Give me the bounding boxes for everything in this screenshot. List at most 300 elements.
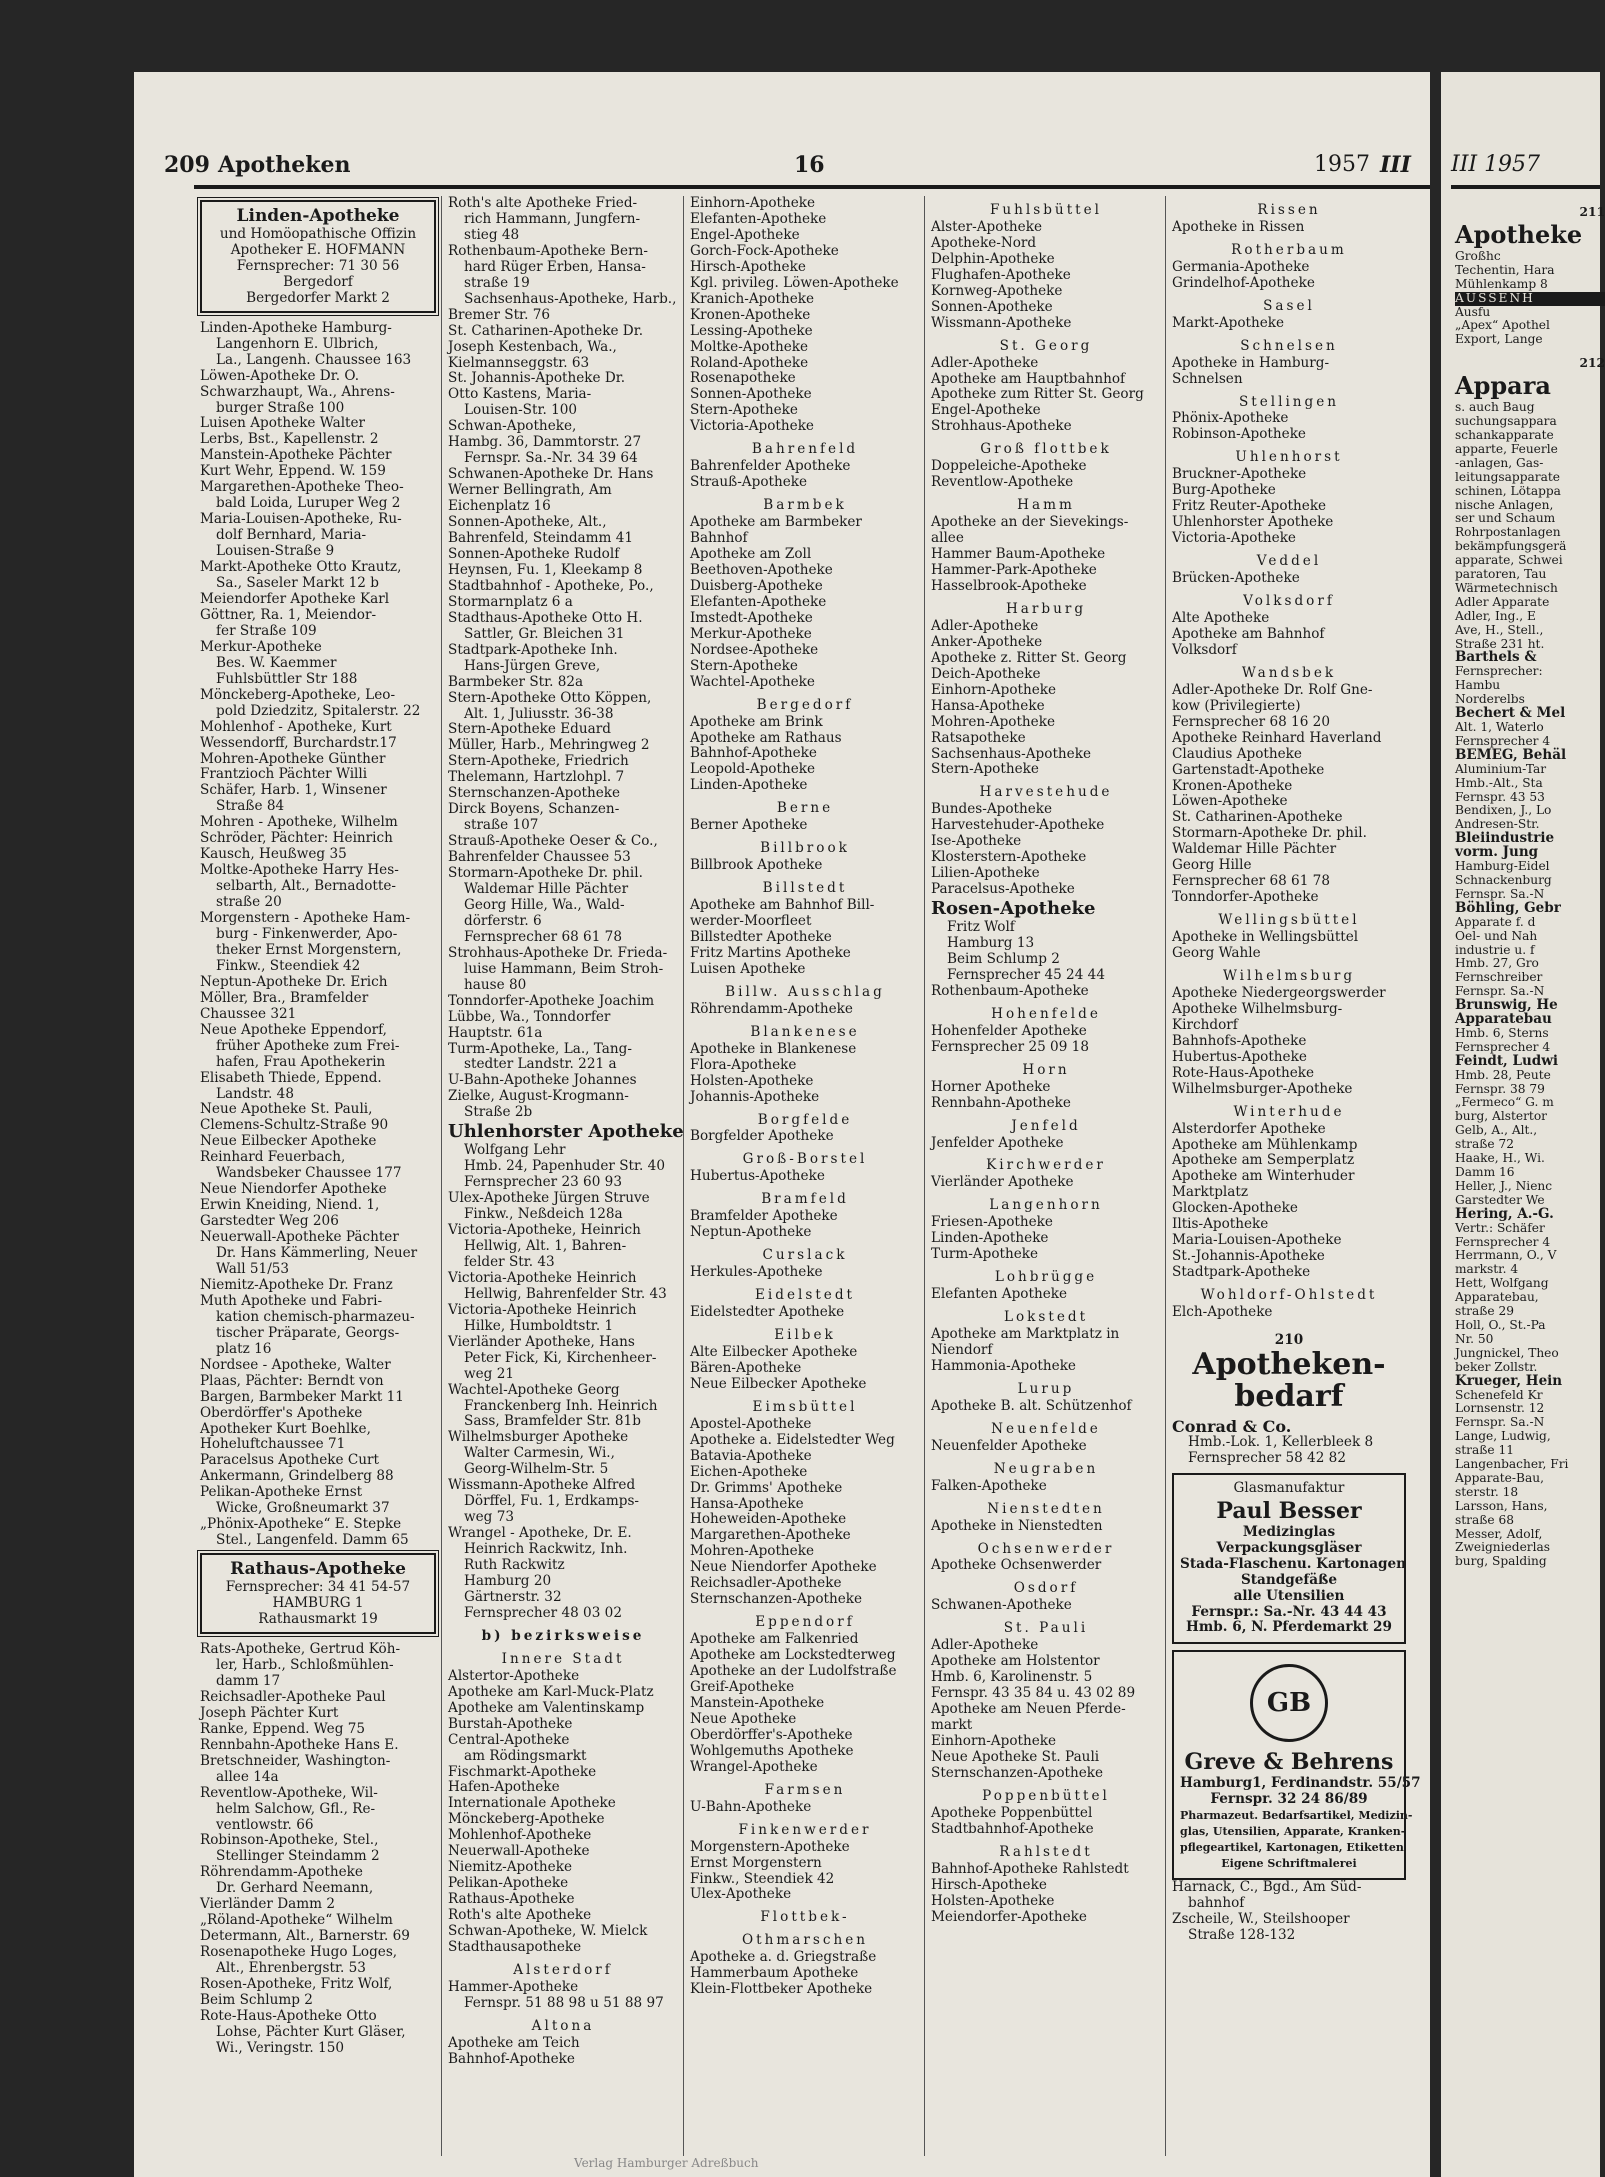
category-ad [1172,1327,1406,1419]
listing-line: Wachtel-Apotheke [690,673,815,690]
listing-line: Strauß-Apotheke [690,474,808,491]
listing-line: Phönix-Apotheke [1172,410,1289,427]
listing-line: kow (Privilegierte) [1172,697,1301,714]
listing-line: Kausch, Heußweg 35 [200,846,347,863]
listing-line: Alsterdorfer Apotheke [1172,1120,1326,1137]
listing-line: Strohhaus-Apotheke Dr. Frieda- [448,944,668,961]
listing-line: Hoheluftchaussee 71 [200,1436,346,1453]
listing-line: Alte Eilbecker Apotheke [690,1343,858,1360]
listing-line: Hamburg 20 [464,1573,552,1590]
listing-line: Schwan-Apotheke, W. Mielck [448,1923,648,1940]
clipped-line: Apparatebau [1455,1011,1552,1028]
district-heading: Wohldorf-Ohlstedt [1200,1287,1378,1304]
listing-line: Neptun-Apotheke Dr. Erich [200,973,388,990]
listing-line: Reinhard Feuerbach, [200,1149,346,1166]
listing-line: Apotheker Kurt Boehlke, [200,1420,371,1437]
clipped-line: Hamburg-Eidel [1455,859,1550,874]
listing-line: Elefanten Apotheke [931,1286,1068,1303]
listing-line: Landstr. 48 [216,1085,294,1102]
listing-line: Joseph Pächter Kurt [200,1704,339,1721]
listing-line: Sonnen-Apotheke Rudolf [448,545,620,562]
listing-line: La., Langenh. Chaussee 163 [216,351,412,368]
district-heading: Eimsbüttel [752,1398,858,1415]
listing-line: Sachsenhaus-Apotheke [931,745,1091,762]
listing-line: Bes. W. Kaemmer [216,654,337,671]
listing-line: Robinson-Apotheke [1172,426,1306,443]
clipped-line: schankapparate [1455,427,1554,442]
listing-line: Herkules-Apotheke [690,1264,823,1281]
listing-line: Wilhelmsburger-Apotheke [1172,1080,1353,1097]
clipped-line: leitungsapparate [1455,469,1560,484]
listing-line: Apotheke Niedergeorgswerder [1172,984,1386,1001]
listing-line: Hammonia-Apotheke [931,1357,1076,1374]
district-heading: Harvestehude [979,784,1113,801]
clipped-line: straße 11 [1455,1443,1514,1458]
listing-line: Neue Apotheke St. Pauli, [200,1101,373,1118]
listing-line: Burg-Apotheke [1172,482,1276,499]
listing-line: Peter Fick, Ki, Kirchenheer- [464,1349,657,1366]
listing-line: Stel., Langenfeld. Damm 65 [216,1532,409,1549]
ad-line: Stada-Flaschenu. Kartonagen [1180,1555,1407,1572]
ad-line: Verpackungsgläser [1216,1539,1362,1556]
listing-line: Harnack, C., Bgd., Am Süd- [1172,1879,1362,1896]
ad-line: pflegeartikel, Kartonagen, Etiketten [1180,1841,1404,1855]
listing-line: burg - Finkenwerder, Apo- [216,925,398,942]
clipped-line: Fernspr. Sa.-N [1455,1415,1545,1430]
listing-line: Apotheke an der Sievekings- [931,514,1129,531]
listing-line: Neue Apotheke Eppendorf, [200,1021,388,1038]
listing-line: Löwen-Apotheke [1172,793,1288,810]
listing-line: Schwanen-Apotheke [931,1597,1072,1614]
listing-line: Straße 128-132 [1188,1927,1296,1944]
listing-line: Ruth Rackwitz [464,1557,565,1574]
listing-line: Neptun-Apotheke [690,1224,812,1241]
listing-line: Hirsch-Apotheke [931,1876,1047,1893]
clipped-line: Bechert & Mel [1455,705,1566,722]
listing-line: Hasselbrook-Apotheke [931,577,1087,594]
listing-line: Moltke-Apotheke Harry Hes- [200,862,399,879]
listing-line: Roland-Apotheke [690,354,809,371]
listing-line: Fernsprecher 45 24 44 [947,966,1105,983]
listing-line: Flora-Apotheke [690,1056,797,1073]
listing-line: Manstein-Apotheke [690,1694,825,1711]
listing-line: Marktplatz [1172,1184,1249,1201]
boxed-listing-line: und Homöopathische Offizin [219,226,417,242]
listing-line: Volksdorf [1172,641,1237,658]
clipped-line: Andresen-Str. [1455,817,1540,832]
clipped-line: Brunswig, He [1455,997,1558,1014]
listing-line: Neue Niendorfer Apotheke [690,1559,877,1576]
listing-line: Werner Bellingrath, Am [448,482,612,499]
listing-line: Kirchdorf [1172,1016,1238,1033]
listing-line: Linden-Apotheke Hamburg- [200,319,392,336]
listing-line: Kielmannseggstr. 63 [448,354,590,371]
listing-line: Fuhlsbüttler Str 188 [216,670,358,687]
listing-line: Oberdörffer's Apotheke [200,1404,363,1421]
featured-listing-title: Uhlenhorster Apotheke [448,1121,684,1143]
listing-line: Einhorn-Apotheke [931,681,1057,698]
listing-line: Borgfelder Apotheke [690,1128,834,1145]
listing-line: Straße 84 [216,798,285,815]
listing-line: Hmb. 6, Karolinenstr. 5 [931,1669,1093,1686]
boxed-listing-line: Bergedorfer Markt 2 [246,289,390,306]
boxed-listing-line: HAMBURG 1 [272,1595,364,1612]
listing-line: Apotheke am Holstentor [931,1653,1100,1670]
clipped-line: Apparate-Bau, [1455,1470,1544,1485]
listing-line: dolf Bernhard, Maria- [216,527,367,544]
listing-line: Finkw., Steendiek 42 [216,957,361,974]
listing-line: Stern-Apotheke [931,761,1039,778]
listing-line: Kgl. privileg. Löwen-Apotheke [690,274,899,291]
listing-line: Kranich-Apotheke [690,290,815,307]
district-heading: Wandsbek [1241,664,1337,681]
listing-line: Erwin Kneiding, Niend. 1, [200,1197,380,1214]
column-divider [441,196,442,2156]
clipped-line: Zweigniederlas [1455,1540,1551,1555]
clipped-line: Fernschreiber [1455,970,1543,985]
listing-line: Georg Hille [1172,857,1252,874]
district-heading: Winterhude [1233,1103,1345,1120]
listing-line: Rote-Haus-Apotheke Otto [200,2007,377,2024]
boxed-listing [200,1553,436,1634]
listing-line: Grindelhof-Apotheke [1172,274,1315,291]
page-footer: Verlag Hamburger Adreßbuch [574,2156,759,2170]
listing-line: Adler-Apotheke Dr. Rolf Gne- [1172,681,1373,698]
listing-line: Elefanten-Apotheke [690,210,827,227]
listing-line: Markt-Apotheke Otto Krautz, [200,559,402,576]
clipped-line: Larsson, Hans, [1455,1498,1548,1513]
section-title: Apotheken [218,152,351,178]
glass-ad [1172,1473,1406,1645]
listing-line: Luisen Apotheke [690,960,806,977]
listing-line: burger Straße 100 [216,399,345,416]
district-heading: Eppendorf [755,1614,855,1631]
clipped-line: Fernspr. Sa.-N [1455,886,1545,901]
clipped-line: apparate, Schwei [1455,553,1563,568]
listing-line: werder-Moorfleet [690,913,812,930]
listing-line: Strauß-Apotheke Oeser & Co., [448,833,658,850]
listing-line: Apotheke z. Ritter St. Georg [931,649,1127,666]
listing-line: Rosenapotheke Hugo Loges, [200,1944,398,1961]
listing-line: Hambg. 36, Dammtorstr. 27 [448,434,642,451]
clipped-line: Mühlenkamp 8 [1455,276,1548,291]
listing-line: Billstedter Apotheke [690,928,832,945]
listing-line: Neuerwall-Apotheke Pächter [200,1229,399,1246]
listing-line: Schwanen-Apotheke Dr. Hans [448,466,654,483]
listing-line: Elisabeth Thiede, Eppend. [200,1069,382,1086]
listing-line: Holsten-Apotheke [690,1072,814,1089]
listing-line: stedter Landstr. 221 a [464,1056,617,1073]
listing-line: Adler-Apotheke [931,617,1039,634]
listing-line: helm Salchow, Gfl., Re- [216,1800,376,1817]
listing-line: Reichsadler-Apotheke [690,1575,842,1592]
district-heading: Groß flottbek [980,441,1112,458]
listing-line: Alte Apotheke [1172,609,1270,626]
listing-line: Billbrook Apotheke [690,857,823,874]
listing-line: Mohlenhof - Apotheke, Kurt [200,718,392,735]
listing-line: Bundes-Apotheke [931,801,1053,818]
listing-line: Wilhelmsburger Apotheke [448,1429,629,1446]
listing-line: stieg 48 [464,226,520,243]
listing-line: Apotheke a. Eidelstedter Weg [690,1431,895,1448]
listing-line: Alster-Apotheke [931,218,1042,235]
listing-line: Mohren-Apotheke Günther [200,750,386,767]
clipped-line: Feindt, Ludwi [1455,1052,1558,1069]
listing-line: Fritz Reuter-Apotheke [1172,498,1327,515]
listing-line: Doppeleiche-Apotheke [931,458,1087,475]
listing-line: tischer Präparate, Georgs- [216,1324,400,1341]
clipped-line: Straße 231 ht. [1455,636,1545,651]
district-heading: Rissen [1257,202,1321,218]
listing-line: Röhrendamm-Apotheke [690,1000,853,1017]
listing-line: selbarth, Alt., Bernadotte- [216,878,396,895]
listing-line: Pelikan-Apotheke Ernst [200,1484,363,1501]
listing-line: bahnhof [1188,1895,1245,1912]
listing-line: Elefanten-Apotheke [690,593,827,610]
listing-line: Sachsenhaus-Apotheke, Harb., [464,290,677,307]
listing-line: Stadthausapotheke [448,1938,582,1955]
listing-line: ventlowstr. 66 [216,1816,314,1833]
listing-line: Lübbe, Wa., Tonndorfer [448,1008,611,1025]
listing-line: Manstein-Apotheke Pächter [200,447,392,464]
listing-line: Alt., Ehrenbergstr. 53 [216,1960,366,1977]
listing-line: Stormarn-Apotheke Dr. phil. [448,865,643,882]
featured-listing-title: Rosen-Apotheke [931,898,1096,920]
listing-line: Mohren - Apotheke, Wilhelm [200,814,398,831]
listing-line: Jenfelder Apotheke [931,1134,1064,1151]
clipped-line: Fernspr. Sa.-N [1455,984,1545,999]
district-heading: Sasel [1263,297,1315,314]
listing-line: Louisen-Str. 100 [464,402,578,419]
district-heading: Billw. Ausschlag [725,983,885,1000]
district-heading: Billstedt [762,880,848,897]
district-heading: Hamm [1017,497,1075,514]
clipped-line: Damm 16 [1455,1165,1515,1179]
listing-line: „Röland-Apotheke“ Wilhelm [200,1912,393,1929]
clipped-line: Apparatebau, [1455,1290,1539,1305]
district-heading: Harburg [1005,600,1087,617]
category-number: 210 [1274,1332,1304,1348]
listing-line: Gartenstadt-Apotheke [1172,761,1325,778]
district-heading: Finkenwerder [738,1821,872,1838]
listing-line: Neue Eilbecker Apotheke [690,1375,867,1392]
listing-line: Reventlow-Apotheke, Wil- [200,1784,378,1801]
listing-line: Ankermann, Grindelberg 88 [200,1468,394,1485]
listing-line: bald Loida, Luruper Weg 2 [216,495,401,512]
listing-line: Klosterstern-Apotheke [931,849,1087,866]
subsection-heading: b) bezirksweise [481,1627,645,1644]
company-logo-icon: GB [1250,1664,1328,1742]
listing-line: Claudius Apotheke [1172,745,1302,762]
listing-line: Wissmann-Apotheke Alfred [448,1477,636,1494]
listing-line: Stadtpark-Apotheke Inh. [448,641,618,658]
listing-line: Schwan-Apotheke, [448,418,577,435]
clipped-line: Ausfu [1455,304,1491,319]
district-heading: Osdorf [1013,1580,1079,1597]
listing-line: Plaas, Pächter: Berndt von [200,1372,384,1389]
listing-line: Germania-Apotheke [1172,258,1310,275]
district-heading: St. Georg [999,337,1093,354]
listing-line: Neue Eilbecker Apotheke [200,1133,377,1150]
listing-line: Apotheke am Teich [448,2034,580,2051]
district-heading: Stellingen [1238,393,1340,410]
ad-line: Hmb. 6, N. Pferdemarkt 29 [1186,1619,1392,1636]
clipped-line: Nr. 50 [1455,1331,1494,1346]
clipped-line: Bendixen, J., Lo [1455,803,1552,818]
listing-line: Lerbs, Bst., Kapellenstr. 2 [200,431,379,448]
listing-line: Joseph Kestenbach, Wa., [448,338,617,355]
ad-line: alle Utensilien [1233,1587,1345,1604]
listing-line: Stadtpark-Apotheke [1172,1264,1311,1281]
listing-line: pold Dziedzitz, Spitalerstr. 22 [216,702,421,719]
part-number: III [1380,152,1411,178]
listing-line: straße 19 [464,274,530,291]
boxed-listing-title: Linden-Apotheke [236,206,400,226]
listing-line: Hmb.-Lok. 1, Kellerbleek 8 [1188,1433,1374,1450]
clipped-line: Fernspr. 43 53 [1455,789,1545,804]
listing-line: Dr. Grimms' Apotheke [690,1479,843,1496]
listing-line: Straße 2b [464,1104,533,1121]
listing-line: Apotheke am Neuen Pferde- [931,1701,1126,1718]
clipped-line: bekämpfungsgerä [1455,539,1567,554]
listing-line: Bargen, Barmbeker Markt 11 [200,1388,404,1405]
listing-line: Finkw., Steendiek 42 [690,1870,835,1887]
listing-line: Neue Niendorfer Apotheke [200,1181,387,1198]
category-title: Apotheken- [1192,1346,1386,1382]
clipped-line: burg, Alstertor [1455,1109,1547,1124]
listing-line: Lohse, Pächter Kurt Gläser, [216,2023,406,2040]
district-heading: Horn [1022,1061,1070,1078]
listing-line: Fernspr. 51 88 98 u 51 88 97 [464,1994,664,2011]
ad-line: Paul Besser [1216,1497,1362,1524]
header-rule [194,185,1430,189]
listing-line: St.-Johannis-Apotheke [1172,1248,1325,1265]
listing-line: Hammer-Park-Apotheke [931,562,1097,579]
clipped-line: beker Zollstr. [1455,1359,1538,1374]
listing-line: Hansa-Apotheke [931,697,1045,714]
listing-line: Rothenbaum-Apotheke [931,982,1089,999]
listing-line: Apotheke am Bahnhof [1172,625,1325,642]
district-heading: Fuhlsbüttel [989,202,1103,218]
listing-line: Bretschneider, Washington- [200,1752,391,1769]
listing-line: Apotheke am Lockstedterweg [690,1647,896,1664]
listing-line: Bahnhofs-Apotheke [1172,1032,1307,1049]
company-name: Greve & Behrens [1184,1749,1394,1776]
listing-line: felder Str. 43 [464,1253,555,1270]
listing-line: Hammer-Apotheke [448,1978,579,1995]
listing-line: Stern-Apotheke [690,657,798,674]
listing-line: Apotheke-Nord [931,234,1037,251]
district-heading: Eilbek [774,1327,836,1343]
listing-line: Fischmarkt-Apotheke [448,1763,597,1780]
listing-line: Victoria-Apotheke [1172,530,1296,547]
listing-line: Neuerwall-Apotheke [448,1843,590,1860]
listing-line: Apotheke Reinhard Haverland [1172,729,1382,746]
listing-line: Hansa-Apotheke [690,1495,804,1512]
listing-line: Apotheke Wilhelmsburg- [1172,1000,1343,1017]
listing-line: Fernsprecher 58 42 82 [1188,1449,1346,1466]
listing-line: Georg Wahle [1172,945,1261,962]
listing-line: Anker-Apotheke [931,633,1043,650]
listing-line: Adler-Apotheke [931,354,1039,371]
district-heading: Nienstedten [987,1500,1105,1517]
ad-line: Hamburg1, Ferdinandstr. 55/57 [1180,1775,1421,1792]
listing-line: Paracelsus Apotheke Curt [200,1452,379,1469]
listing-line: Maria-Louisen-Apotheke, Ru- [200,511,402,528]
listing-line: Kronen-Apotheke [1172,777,1293,794]
listing-line: Harvestehuder-Apotheke [931,817,1105,834]
listing-line: Central-Apotheke [448,1731,570,1748]
listing-line: Stern-Apotheke Otto Köppen, [448,689,652,706]
listing-line: Bruckner-Apotheke [1172,466,1307,483]
next-page-column [1455,196,1605,2156]
next-page-rule [1451,185,1600,189]
listing-line: Wall 51/53 [216,1261,290,1277]
listing-line: Kronen-Apotheke [690,306,811,323]
clipped-line: burg, Spalding [1455,1554,1547,1569]
clipped-line: Gelb, A., Alt., [1455,1123,1538,1138]
listing-line: Franckenberg Inh. Heinrich [464,1397,658,1414]
listing-line: Holsten-Apotheke [931,1892,1055,1909]
listing-line: Niendorf [931,1342,993,1358]
listing-line: Kurt Wehr, Eppend. W. 159 [200,463,386,480]
clipped-line: Export, Lange [1455,332,1543,347]
clipped-line: Schnackenburg [1455,872,1552,887]
listing-line: theker Ernst Morgenstern, [216,941,402,958]
listing-line: Maria-Louisen-Apotheke [1172,1232,1342,1249]
listing-line: Mohlenhof-Apotheke [448,1827,592,1844]
listing-line: Wohlgemuths Apotheke [690,1742,854,1759]
listing-line: Niemitz-Apotheke Dr. Franz [200,1276,393,1293]
listing-line: St. Catharinen-Apotheke Dr. [448,322,644,339]
listing-line: Stadtbahnhof-Apotheke [931,1820,1094,1837]
listing-line: Roth's alte Apotheke [448,1907,592,1924]
clipped-line: AUSSENH [1455,292,1605,306]
listing-line: Apotheke B. alt. Schützenhof [931,1397,1132,1414]
clipped-line: Vertr.: Schäfer [1455,1220,1545,1235]
listing-line: Fernsprecher 23 60 93 [464,1174,622,1191]
clipped-line: Fernsprecher 4 [1455,733,1551,748]
listing-line: Internationale Apotheke [448,1795,616,1812]
listing-line: St. Johannis-Apotheke Dr. [448,370,626,387]
listing-line: Nordsee-Apotheke [690,641,819,658]
district-heading: Bergedorf [756,696,854,713]
listing-line: Victoria-Apotheke, Heinrich [448,1222,641,1239]
listing-line: Bahnhof-Apotheke [448,2050,575,2067]
listing-line: Eidelstedter Apotheke [690,1304,845,1321]
listing-line: kation chemisch-pharmazeu- [216,1308,415,1325]
clipped-line: BEMEG, Behäl [1455,746,1567,763]
listing-line: Chaussee 321 [200,1005,297,1022]
listing-line: Stern-Apotheke Eduard [448,721,611,738]
listing-line: Thelemann, Hartzlohpl. 7 [448,769,625,786]
listing-line: Muth Apotheke und Fabri- [200,1292,383,1309]
listing-line: Victoria-Apotheke Heinrich [448,1269,637,1286]
year: 1957 [1314,152,1370,177]
listing-line: Clemens-Schultz-Straße 90 [200,1117,389,1134]
listing-line: Burstah-Apotheke [448,1715,573,1732]
listing-line: Ranke, Eppend. Weg 75 [200,1720,366,1737]
listing-line: Frantzioch Pächter Willi [200,766,368,783]
listing-line: Moltke-Apotheke [690,338,809,355]
listing-line: Sonnen-Apotheke [690,386,812,403]
listing-line: Duisberg-Apotheke [690,577,823,594]
listing-line: Apotheke am Falkenried [690,1631,859,1648]
listing-line: Dörffel, Fu. 1, Erdkamps- [464,1493,640,1510]
listing-line: Eichen-Apotheke [690,1463,808,1480]
ad-line: Fernspr.: Sa.-Nr. 43 44 43 [1191,1603,1387,1620]
listing-line: Iltis-Apotheke [1172,1216,1269,1233]
